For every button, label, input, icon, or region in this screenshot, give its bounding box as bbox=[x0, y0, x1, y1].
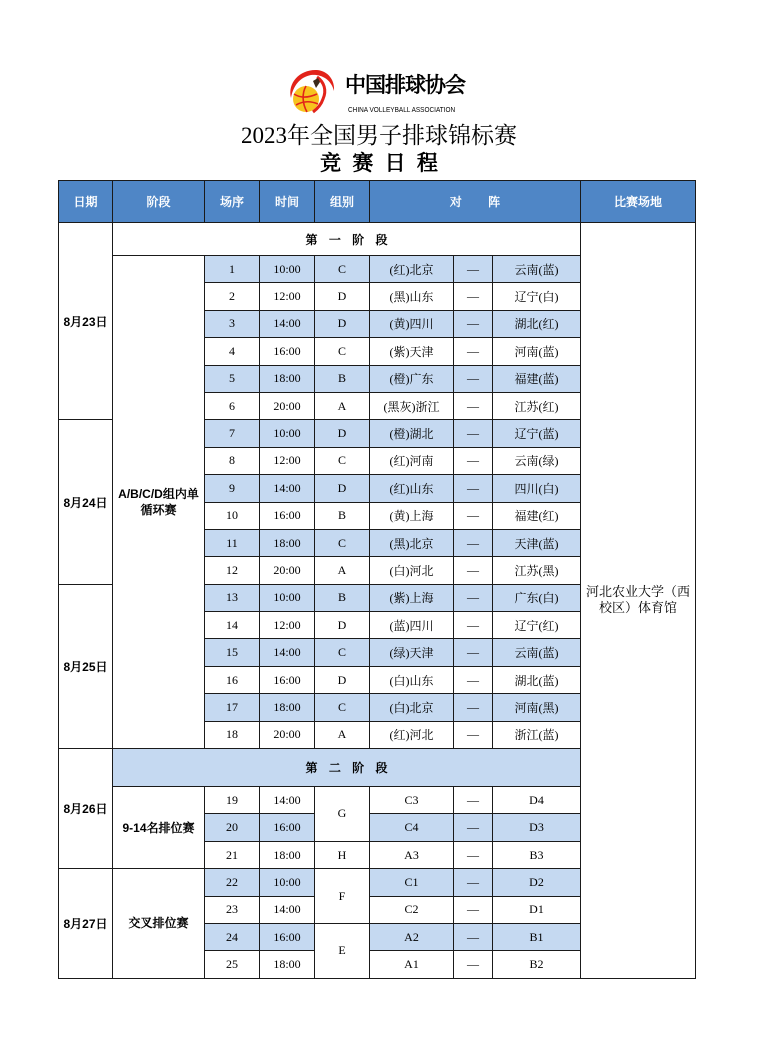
phase-title: 第 一 阶 段 bbox=[113, 223, 581, 256]
vs-dash: — bbox=[454, 841, 493, 868]
header-date: 日期 bbox=[59, 181, 113, 223]
vs-dash: — bbox=[454, 951, 493, 978]
team-home: C4 bbox=[370, 814, 454, 841]
match-no: 6 bbox=[205, 392, 260, 419]
team-away: 浙江(蓝) bbox=[493, 721, 581, 748]
team-away: D3 bbox=[493, 814, 581, 841]
match-time: 18:00 bbox=[260, 951, 315, 978]
match-no: 8 bbox=[205, 447, 260, 474]
match-no: 3 bbox=[205, 310, 260, 337]
team-home: C3 bbox=[370, 787, 454, 814]
stage-cell: A/B/C/D组内单循环赛 bbox=[113, 256, 205, 749]
team-away: 河南(黑) bbox=[493, 694, 581, 721]
team-away: B3 bbox=[493, 841, 581, 868]
match-no: 19 bbox=[205, 787, 260, 814]
match-group: B bbox=[315, 365, 370, 392]
team-away: 云南(蓝) bbox=[493, 256, 581, 283]
team-home: (黑)山东 bbox=[370, 283, 454, 310]
match-group: D bbox=[315, 283, 370, 310]
match-group: A bbox=[315, 392, 370, 419]
match-no: 11 bbox=[205, 529, 260, 556]
match-time: 20:00 bbox=[260, 557, 315, 584]
match-no: 18 bbox=[205, 721, 260, 748]
header-venue: 比赛场地 bbox=[581, 181, 696, 223]
match-group: C bbox=[315, 256, 370, 283]
team-home: (蓝)四川 bbox=[370, 612, 454, 639]
team-home: (紫)天津 bbox=[370, 338, 454, 365]
vs-dash: — bbox=[454, 392, 493, 419]
team-home: A1 bbox=[370, 951, 454, 978]
match-no: 22 bbox=[205, 869, 260, 896]
match-time: 20:00 bbox=[260, 392, 315, 419]
match-group: C bbox=[315, 639, 370, 666]
match-time: 10:00 bbox=[260, 420, 315, 447]
match-group: C bbox=[315, 447, 370, 474]
match-no: 9 bbox=[205, 475, 260, 502]
header-matchup: 对 阵 bbox=[370, 181, 581, 223]
header-match-no: 场序 bbox=[205, 181, 260, 223]
team-away: 辽宁(白) bbox=[493, 283, 581, 310]
vs-dash: — bbox=[454, 787, 493, 814]
vs-dash: — bbox=[454, 869, 493, 896]
team-away: D1 bbox=[493, 896, 581, 923]
team-away: 河南(蓝) bbox=[493, 338, 581, 365]
vs-dash: — bbox=[454, 557, 493, 584]
schedule-table bbox=[58, 180, 696, 979]
team-home: (白)河北 bbox=[370, 557, 454, 584]
vs-dash: — bbox=[454, 694, 493, 721]
match-group: C bbox=[315, 529, 370, 556]
match-time: 16:00 bbox=[260, 666, 315, 693]
vs-dash: — bbox=[454, 896, 493, 923]
team-home: (黄)四川 bbox=[370, 310, 454, 337]
match-no: 7 bbox=[205, 420, 260, 447]
match-no: 25 bbox=[205, 951, 260, 978]
team-away: 广东(白) bbox=[493, 584, 581, 611]
team-home: (红)北京 bbox=[370, 256, 454, 283]
match-time: 18:00 bbox=[260, 694, 315, 721]
match-no: 10 bbox=[205, 502, 260, 529]
page-subtitle: 竞 赛 日 程 bbox=[320, 151, 438, 175]
team-home: C1 bbox=[370, 869, 454, 896]
header-row bbox=[59, 181, 696, 223]
match-time: 10:00 bbox=[260, 584, 315, 611]
match-no: 23 bbox=[205, 896, 260, 923]
match-group: D bbox=[315, 310, 370, 337]
team-home: A2 bbox=[370, 923, 454, 950]
team-away: 云南(蓝) bbox=[493, 639, 581, 666]
team-home: (红)河北 bbox=[370, 721, 454, 748]
team-home: (绿)天津 bbox=[370, 639, 454, 666]
match-time: 14:00 bbox=[260, 639, 315, 666]
team-home: (橙)湖北 bbox=[370, 420, 454, 447]
match-time: 12:00 bbox=[260, 612, 315, 639]
match-group: G bbox=[315, 787, 370, 842]
match-no: 14 bbox=[205, 612, 260, 639]
match-no: 12 bbox=[205, 557, 260, 584]
stage-cell: 9-14名排位赛 bbox=[113, 787, 205, 869]
team-away: 江苏(黑) bbox=[493, 557, 581, 584]
vs-dash: — bbox=[454, 475, 493, 502]
vs-dash: — bbox=[454, 584, 493, 611]
team-home: (红)山东 bbox=[370, 475, 454, 502]
page-title: 2023年全国男子排球锦标赛 bbox=[241, 123, 517, 148]
match-group: D bbox=[315, 666, 370, 693]
match-no: 21 bbox=[205, 841, 260, 868]
vs-dash: — bbox=[454, 502, 493, 529]
venue-cell: 河北农业大学（西校区）体育馆 bbox=[581, 223, 696, 979]
vs-dash: — bbox=[454, 310, 493, 337]
team-away: D4 bbox=[493, 787, 581, 814]
team-home: (黄)上海 bbox=[370, 502, 454, 529]
match-time: 12:00 bbox=[260, 283, 315, 310]
vs-dash: — bbox=[454, 283, 493, 310]
date-cell: 8月25日 bbox=[59, 584, 113, 748]
match-time: 16:00 bbox=[260, 502, 315, 529]
team-away: 四川(白) bbox=[493, 475, 581, 502]
team-home: (红)河南 bbox=[370, 447, 454, 474]
match-no: 13 bbox=[205, 584, 260, 611]
vs-dash: — bbox=[454, 814, 493, 841]
team-away: 辽宁(蓝) bbox=[493, 420, 581, 447]
match-group: C bbox=[315, 694, 370, 721]
team-away: 天津(蓝) bbox=[493, 529, 581, 556]
match-time: 18:00 bbox=[260, 841, 315, 868]
team-away: 江苏(红) bbox=[493, 392, 581, 419]
match-time: 16:00 bbox=[260, 923, 315, 950]
match-no: 20 bbox=[205, 814, 260, 841]
vs-dash: — bbox=[454, 365, 493, 392]
date-cell: 8月26日 bbox=[59, 749, 113, 869]
vs-dash: — bbox=[454, 529, 493, 556]
vs-dash: — bbox=[454, 666, 493, 693]
phase-title: 第 二 阶 段 bbox=[113, 749, 581, 787]
match-no: 16 bbox=[205, 666, 260, 693]
match-no: 1 bbox=[205, 256, 260, 283]
match-time: 16:00 bbox=[260, 814, 315, 841]
match-no: 24 bbox=[205, 923, 260, 950]
match-group: H bbox=[315, 841, 370, 868]
team-away: B1 bbox=[493, 923, 581, 950]
match-time: 14:00 bbox=[260, 787, 315, 814]
team-away: 云南(绿) bbox=[493, 447, 581, 474]
match-no: 5 bbox=[205, 365, 260, 392]
match-time: 18:00 bbox=[260, 529, 315, 556]
stage-cell: 交叉排位赛 bbox=[113, 869, 205, 979]
vs-dash: — bbox=[454, 721, 493, 748]
match-time: 18:00 bbox=[260, 365, 315, 392]
team-home: C2 bbox=[370, 896, 454, 923]
match-time: 10:00 bbox=[260, 869, 315, 896]
team-away: 福建(红) bbox=[493, 502, 581, 529]
team-away: 福建(蓝) bbox=[493, 365, 581, 392]
date-cell: 8月27日 bbox=[59, 869, 113, 979]
match-group: E bbox=[315, 923, 370, 978]
logo bbox=[285, 64, 475, 118]
match-time: 20:00 bbox=[260, 721, 315, 748]
logo-name-en: CHINA VOLLEYBALL ASSOCIATION bbox=[348, 105, 456, 114]
vs-dash: — bbox=[454, 447, 493, 474]
team-home: (橙)广东 bbox=[370, 365, 454, 392]
vs-dash: — bbox=[454, 639, 493, 666]
match-no: 15 bbox=[205, 639, 260, 666]
vs-dash: — bbox=[454, 923, 493, 950]
header-group: 组别 bbox=[315, 181, 370, 223]
team-away: B2 bbox=[493, 951, 581, 978]
team-home: A3 bbox=[370, 841, 454, 868]
date-cell: 8月24日 bbox=[59, 420, 113, 584]
match-time: 14:00 bbox=[260, 310, 315, 337]
match-no: 2 bbox=[205, 283, 260, 310]
match-no: 17 bbox=[205, 694, 260, 721]
team-home: (黑灰)浙江 bbox=[370, 392, 454, 419]
vs-dash: — bbox=[454, 256, 493, 283]
match-group: A bbox=[315, 557, 370, 584]
logo-name-cn: 中国排球协会 bbox=[345, 72, 465, 97]
team-away: 湖北(红) bbox=[493, 310, 581, 337]
header-stage: 阶段 bbox=[113, 181, 205, 223]
match-group: D bbox=[315, 475, 370, 502]
match-group: D bbox=[315, 420, 370, 447]
match-time: 12:00 bbox=[260, 447, 315, 474]
team-home: (白)北京 bbox=[370, 694, 454, 721]
match-group: C bbox=[315, 338, 370, 365]
phase-row bbox=[59, 223, 696, 256]
match-group: B bbox=[315, 502, 370, 529]
match-group: D bbox=[315, 612, 370, 639]
header-time: 时间 bbox=[260, 181, 315, 223]
match-group: A bbox=[315, 721, 370, 748]
match-group: F bbox=[315, 869, 370, 924]
match-group: B bbox=[315, 584, 370, 611]
team-home: (白)山东 bbox=[370, 666, 454, 693]
team-away: 湖北(蓝) bbox=[493, 666, 581, 693]
team-away: D2 bbox=[493, 869, 581, 896]
match-no: 4 bbox=[205, 338, 260, 365]
match-time: 10:00 bbox=[260, 256, 315, 283]
match-time: 14:00 bbox=[260, 896, 315, 923]
date-cell: 8月23日 bbox=[59, 223, 113, 420]
team-home: (黑)北京 bbox=[370, 529, 454, 556]
match-time: 16:00 bbox=[260, 338, 315, 365]
vs-dash: — bbox=[454, 612, 493, 639]
team-away: 辽宁(红) bbox=[493, 612, 581, 639]
match-time: 14:00 bbox=[260, 475, 315, 502]
team-home: (紫)上海 bbox=[370, 584, 454, 611]
vs-dash: — bbox=[454, 338, 493, 365]
volleyball-logo-icon bbox=[286, 67, 336, 115]
vs-dash: — bbox=[454, 420, 493, 447]
